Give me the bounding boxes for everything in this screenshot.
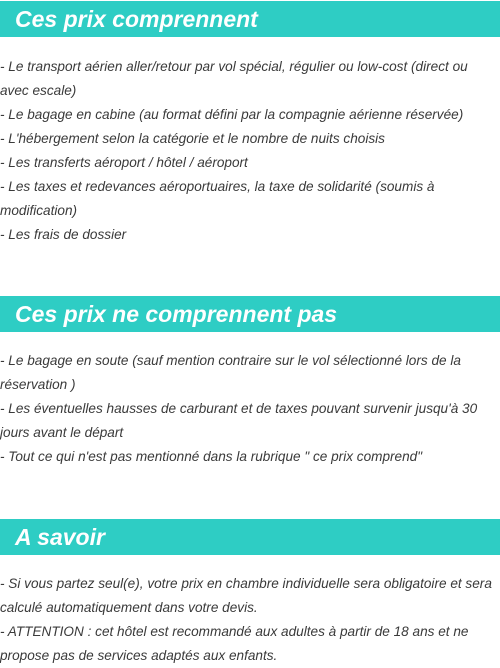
list-item: - Les éventuelles hausses de carburant et de taxes pouvant survenir jusqu'à 30 jours avant le départ	[0, 401, 478, 440]
list-item: - Les taxes et redevances aéroportuaires, la taxe de solidarité (soumis à modification)	[0, 179, 435, 218]
list-item: - Tout ce qui n'est pas mentionné dans la rubrique " ce prix comprend"	[0, 449, 423, 464]
section-header-included: Ces prix comprennent	[0, 1, 500, 37]
section-header-not-included: Ces prix ne comprennent pas	[0, 296, 500, 332]
not-included-list	[0, 349, 500, 469]
list-item: - ATTENTION : cet hôtel est recommandé aux adultes à partir de 18 ans et ne propose pas de services adaptés aux enfants.	[0, 624, 469, 663]
good-to-know-list	[0, 572, 500, 668]
included-list	[0, 55, 500, 247]
list-item: - Si vous partez seul(e), votre prix en chambre individuelle sera obligatoire et sera calculé automatiquement dans votre devis.	[0, 576, 492, 615]
section-header-good-to-know: A savoir	[0, 519, 500, 555]
list-item: - Le transport aérien aller/retour par vol spécial, régulier ou low-cost (direct ou avec escale)	[0, 59, 468, 98]
list-item: - Les transferts aéroport / hôtel / aéroport	[0, 155, 248, 170]
list-item: - L'hébergement selon la catégorie et le nombre de nuits choisis	[0, 131, 385, 146]
list-item: - Le bagage en cabine (au format défini par la compagnie aérienne réservée)	[0, 107, 464, 122]
list-item: - Les frais de dossier	[0, 227, 127, 242]
list-item: - Le bagage en soute (sauf mention contraire sur le vol sélectionné lors de la réservation )	[0, 353, 461, 392]
